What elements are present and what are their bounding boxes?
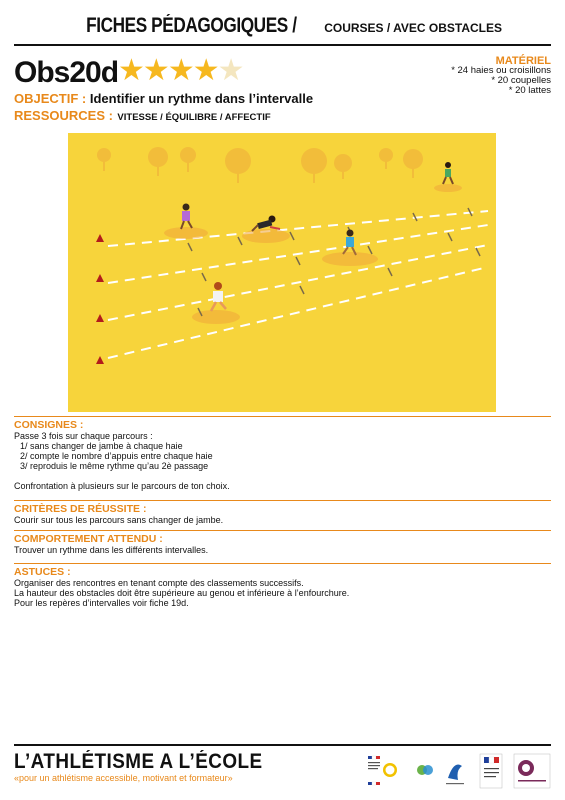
comportement-title: COMPORTEMENT ATTENDU : bbox=[14, 533, 163, 545]
footer-tagline: «pour un athlétisme accessible, motivant et formateur» bbox=[14, 773, 233, 783]
card-code: Obs20d bbox=[14, 56, 119, 89]
header-subtitle: COURSES / AVEC OBSTACLES bbox=[324, 21, 502, 35]
star-icon: ★ bbox=[167, 54, 193, 87]
consignes-step: 1/ sans changer de jambe à chaque haie bbox=[20, 441, 183, 451]
objectif-label: OBJECTIF : bbox=[14, 91, 87, 106]
cone-markers bbox=[96, 234, 104, 364]
astuces-line: Organiser des rencontres en tenant compte des classements successifs. bbox=[14, 578, 304, 588]
consignes-step: 2/ compte le nombre d’appuis entre chaque haie bbox=[20, 451, 213, 461]
materiel-item: * 20 coupelles bbox=[491, 75, 551, 86]
materiel-title: MATÉRIEL bbox=[495, 55, 551, 67]
star-icon: ★ bbox=[118, 54, 143, 87]
criteres-title: CRITÈRES DE RÉUSSITE : bbox=[14, 503, 147, 515]
runner-shadows bbox=[164, 184, 462, 324]
ffa-logo bbox=[514, 754, 550, 788]
track-illustration bbox=[68, 133, 496, 412]
objectif bbox=[14, 91, 313, 106]
header-title: FICHES PÉDAGOGIQUES / bbox=[86, 14, 297, 37]
footer-divider bbox=[14, 744, 551, 746]
consignes-step: 3/ reproduis le même rythme qu’au 2è passage bbox=[20, 461, 209, 471]
logo-strip bbox=[368, 752, 552, 790]
usep-logo bbox=[417, 765, 433, 775]
section-divider bbox=[14, 500, 551, 501]
trees bbox=[97, 147, 423, 183]
materiel-item: * 24 haies ou croisillons bbox=[451, 65, 551, 76]
consignes-title: CONSIGNES : bbox=[14, 419, 84, 431]
comportement-section bbox=[14, 530, 551, 555]
comportement-text: Trouver un rythme dans les différents intervalles. bbox=[14, 545, 209, 555]
partner-logos bbox=[368, 752, 552, 790]
materiel-item: * 20 lattes bbox=[508, 85, 551, 96]
astuces-line: Pour les repères d’intervalles voir fiche 19d. bbox=[14, 598, 189, 608]
star-icon: ★ bbox=[142, 54, 168, 87]
astuces-section bbox=[14, 563, 551, 608]
consignes-section bbox=[14, 416, 551, 491]
section-divider bbox=[14, 530, 551, 531]
astuces-title: ASTUCES : bbox=[14, 566, 71, 578]
section-divider bbox=[14, 416, 551, 417]
page-header bbox=[0, 14, 565, 38]
ressources-label: RESSOURCES : bbox=[14, 108, 113, 123]
astuces-line: La hauteur des obstacles doit être supérieure au genou et inférieure à l’enfourchure. bbox=[14, 588, 350, 598]
star-icon: ★ bbox=[192, 54, 218, 87]
ressources bbox=[14, 107, 271, 125]
criteres-section bbox=[14, 500, 551, 525]
consignes-intro: Passe 3 fois sur chaque parcours : bbox=[14, 431, 153, 441]
difficulty-rating bbox=[118, 56, 243, 86]
republique-logo bbox=[480, 754, 502, 788]
header-divider bbox=[14, 44, 551, 46]
objectif-text: Identifier un rythme dans l’intervalle bbox=[89, 91, 314, 106]
ressources-text: VITESSE / ÉQUILIBRE / AFFECTIF bbox=[117, 112, 271, 123]
consignes-note: Confrontation à plusieurs sur le parcours de ton choix. bbox=[14, 481, 230, 491]
exercise-illustration bbox=[68, 133, 496, 412]
section-divider bbox=[14, 563, 551, 564]
star-empty-icon: ★ bbox=[217, 54, 243, 87]
footer-brand: L’ATHLÉTISME A L’ÉCOLE bbox=[14, 750, 263, 773]
criteres-text: Courir sur tous les parcours sans changer de jambe. bbox=[14, 515, 224, 525]
ministry-logo bbox=[368, 756, 397, 785]
federation-logo bbox=[446, 765, 464, 785]
materiel-box bbox=[451, 56, 551, 96]
